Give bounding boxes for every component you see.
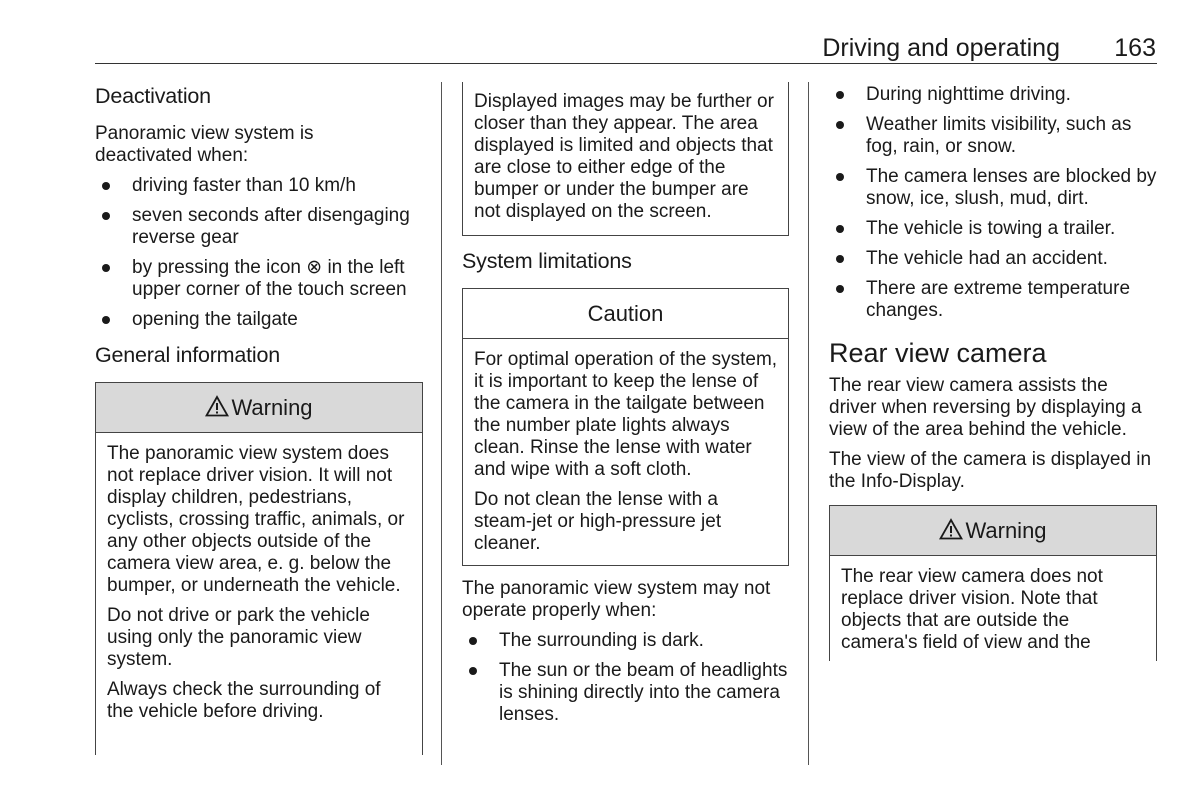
bullet-icon bbox=[836, 91, 844, 99]
rear-camera-paragraph: The view of the camera is displayed in the Info-Display. bbox=[829, 449, 1152, 492]
caution-box bbox=[462, 288, 789, 566]
list-item: The vehicle is towing a trailer. bbox=[829, 218, 1157, 240]
continued-note-body bbox=[463, 82, 788, 235]
bullet-icon bbox=[836, 173, 844, 181]
header-rule bbox=[95, 63, 1157, 64]
bullet-icon bbox=[836, 255, 844, 263]
list-item: by pressing the icon ⊗ in the left upper corner of the touch screen bbox=[95, 257, 423, 301]
column-rule-2 bbox=[808, 82, 809, 765]
bullet-icon bbox=[469, 637, 477, 645]
warning-box bbox=[95, 382, 423, 755]
list-item: The sun or the beam of headlights is shining directly into the camera lenses. bbox=[462, 660, 789, 726]
column-rule-1 bbox=[441, 82, 442, 765]
list-item: The vehicle had an accident. bbox=[829, 248, 1157, 270]
warning-paragraph: The panoramic view system does not replace driver vision. It will not display children, pedestrians, cyclists, crossing traffic, animals, or any other objects outside of the camera view area, e. g. below the bumper, or underneath the vehicle. bbox=[107, 443, 405, 596]
bullet-icon bbox=[836, 285, 844, 293]
rear-camera-paragraph: The rear view camera assists the driver when reversing by displaying a view of the area behind the vehicle. bbox=[829, 375, 1142, 440]
list-item: The surrounding is dark. bbox=[462, 630, 789, 652]
continued-note-box bbox=[462, 82, 789, 236]
bullet-icon bbox=[102, 264, 110, 272]
bullet-icon bbox=[102, 212, 110, 220]
list-item: seven seconds after disengaging reverse gear bbox=[95, 205, 423, 249]
system-limitations-heading: System limitations bbox=[462, 249, 632, 273]
column-1 bbox=[95, 84, 423, 755]
rear-warning-text: The rear view camera does not replace driver vision. Note that objects that are outside the camera's field of view and the bbox=[841, 566, 1103, 653]
list-item: During nighttime driving. bbox=[829, 84, 1157, 106]
rear-view-camera-heading: Rear view camera bbox=[829, 338, 1047, 368]
conditions-list bbox=[829, 84, 1157, 322]
rear-warning-box bbox=[829, 505, 1157, 661]
rear-warning-box-header bbox=[830, 506, 1156, 556]
warning-box-body bbox=[96, 433, 422, 733]
list-item: opening the tailgate bbox=[95, 309, 423, 331]
warning-label: Warning bbox=[965, 518, 1047, 543]
column-3 bbox=[829, 84, 1157, 661]
caution-paragraph: Do not clean the lense with a steam-jet or high-pressure jet cleaner. bbox=[474, 489, 722, 554]
deactivation-heading: Deactivation bbox=[95, 84, 211, 108]
limitations-list bbox=[462, 630, 789, 726]
bullet-icon bbox=[836, 121, 844, 129]
page-number: 163 bbox=[1114, 34, 1156, 62]
rear-warning-box-body bbox=[830, 556, 1156, 664]
bullet-icon bbox=[102, 182, 110, 190]
warning-label: Warning bbox=[231, 395, 313, 420]
general-information-heading: General information bbox=[95, 343, 281, 367]
caution-box-header: Caution bbox=[463, 289, 788, 339]
list-item: driving faster than 10 km/h bbox=[95, 175, 423, 197]
warning-triangle-icon bbox=[939, 518, 963, 540]
limitations-intro: The panoramic view system may not operate properly when: bbox=[462, 578, 771, 621]
list-item: The camera lenses are blocked by snow, ice, slush, mud, dirt. bbox=[829, 166, 1157, 210]
caution-paragraph: For optimal operation of the system, it is important to keep the lense of the camera in the tailgate between the number plate lights always clean. Rinse the lense with water and wipe with a soft cloth. bbox=[474, 349, 778, 480]
column-2 bbox=[462, 82, 789, 738]
warning-box-header bbox=[96, 383, 422, 433]
warning-paragraph: Always check the surrounding of the vehicle before driving. bbox=[107, 679, 381, 722]
warning-paragraph: Do not drive or park the vehicle using only the panoramic view system. bbox=[107, 605, 370, 670]
bullet-icon bbox=[836, 225, 844, 233]
deactivation-intro: Panoramic view system is deactivated when: bbox=[95, 123, 314, 166]
running-header-title: Driving and operating bbox=[822, 34, 1060, 62]
bullet-icon bbox=[102, 316, 110, 324]
caution-box-body bbox=[463, 339, 788, 565]
continued-note-text: Displayed images may be further or closer than they appear. The area displayed is limited and objects that are close to either edge of the bumper or under the bumper are not displayed on the screen. bbox=[474, 91, 774, 222]
warning-triangle-icon bbox=[205, 395, 229, 417]
list-item: There are extreme temperature changes. bbox=[829, 278, 1157, 322]
list-item: Weather limits visibility, such as fog, rain, or snow. bbox=[829, 114, 1157, 158]
deactivation-list bbox=[95, 175, 423, 331]
bullet-icon bbox=[469, 667, 477, 675]
